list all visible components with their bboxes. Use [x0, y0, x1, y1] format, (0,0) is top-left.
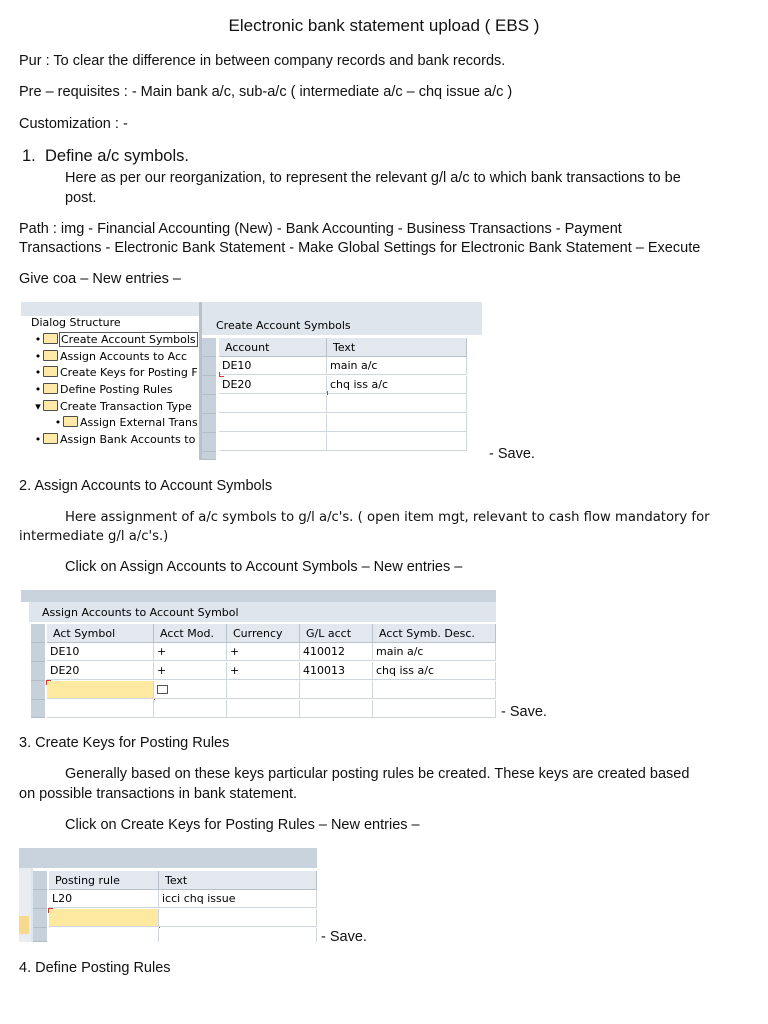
- column-header-gl-acct[interactable]: G/L acct: [300, 624, 373, 643]
- text-cell[interactable]: icci chq issue: [159, 890, 317, 908]
- folder-icon: [43, 400, 58, 411]
- tree-item-create-account-symbols[interactable]: • Create Account Symbols: [34, 333, 196, 346]
- folder-icon: [63, 416, 78, 427]
- customization-label: Customization : -: [19, 116, 128, 132]
- folder-icon: [43, 350, 58, 361]
- acct-mod-cell[interactable]: +: [154, 643, 227, 661]
- acct-symb-desc-cell[interactable]: main a/c: [373, 643, 496, 661]
- column-header-currency[interactable]: Currency: [227, 624, 300, 643]
- tree-item-create-keys[interactable]: • Create Keys for Posting F: [34, 366, 198, 379]
- path-line1: Path : img - Financial Accounting (New) - Bank Accounting - Business Transactions - Payment: [19, 221, 622, 237]
- act-symbol-input[interactable]: [47, 681, 154, 699]
- expand-triangle-icon: ▾: [35, 400, 41, 413]
- page-title: Electronic bank statement upload ( EBS ): [228, 16, 540, 35]
- step3-description-line2: on possible transactions in bank statement.: [19, 786, 298, 802]
- give-coa-text: Give coa – New entries –: [19, 271, 181, 287]
- text-cell[interactable]: chq iss a/c: [327, 376, 467, 394]
- gl-acct-cell[interactable]: 410012: [300, 643, 373, 661]
- posting-rule-keys-screenshot: [19, 848, 317, 942]
- dialog-structure-title: Dialog Structure: [31, 316, 121, 329]
- folder-icon: [43, 433, 58, 444]
- gl-acct-cell[interactable]: 410013: [300, 662, 373, 680]
- column-header-account[interactable]: Account: [219, 338, 327, 357]
- panel-title: Create Account Symbols: [216, 319, 351, 332]
- folder-open-icon: [43, 333, 58, 344]
- account-cell[interactable]: DE10: [219, 357, 327, 375]
- text-cell[interactable]: main a/c: [327, 357, 467, 375]
- currency-cell[interactable]: +: [227, 643, 300, 661]
- currency-cell[interactable]: +: [227, 662, 300, 680]
- create-account-symbols-pane: [202, 302, 482, 460]
- purpose-text: Pur : To clear the difference in between company records and bank records.: [19, 53, 506, 69]
- tree-item-create-transaction-type[interactable]: ▾ Create Transaction Type: [33, 399, 192, 415]
- tree-item-define-posting-rules[interactable]: • Define Posting Rules: [34, 383, 173, 396]
- tree-item-assign-external-trans[interactable]: • Assign External Trans: [54, 416, 198, 429]
- dialog-structure-pane: [21, 302, 202, 460]
- column-header-posting-rule[interactable]: Posting rule: [49, 871, 159, 890]
- acct-symb-desc-cell[interactable]: chq iss a/c: [373, 662, 496, 680]
- step1-description-line2: post.: [65, 190, 97, 206]
- acct-mod-cell[interactable]: +: [154, 662, 227, 680]
- save-note-1: - Save.: [489, 446, 535, 462]
- step2-heading: 2. Assign Accounts to Account Symbols: [19, 478, 273, 494]
- act-symbol-cell[interactable]: DE10: [47, 643, 154, 661]
- panel-title: Assign Accounts to Account Symbol: [42, 606, 239, 619]
- posting-rule-cell[interactable]: L20: [49, 890, 159, 908]
- column-header-text[interactable]: Text: [159, 871, 317, 890]
- tree-item-assign-bank-accounts[interactable]: • Assign Bank Accounts to: [34, 433, 196, 446]
- step1-number: 1.: [22, 147, 36, 165]
- act-symbol-cell[interactable]: DE20: [47, 662, 154, 680]
- folder-icon: [43, 383, 58, 394]
- step1-description-line1: Here as per our reorganization, to represent the relevant g/l a/c to which bank transactions to be: [65, 170, 681, 186]
- step2-description-line1: Here assignment of a/c symbols to g/l a/c's. ( open item mgt, relevant to cash flow mandatory for: [65, 510, 710, 525]
- assign-accounts-screenshot: [21, 590, 496, 718]
- acct-mod-input[interactable]: [154, 681, 227, 699]
- prerequisites-text: Pre – requisites : - Main bank a/c, sub-a/c ( intermediate a/c – chq issue a/c ): [19, 84, 513, 100]
- step1-heading: Define a/c symbols.: [45, 147, 189, 165]
- step3-heading: 3. Create Keys for Posting Rules: [19, 735, 230, 751]
- value-help-icon[interactable]: [157, 685, 168, 694]
- column-header-act-symbol[interactable]: Act Symbol: [47, 624, 154, 643]
- step2-description-line2: intermediate g/l a/c's.): [19, 529, 169, 544]
- step2-instruction: Click on Assign Accounts to Account Symbols – New entries –: [65, 559, 463, 575]
- column-header-acct-symb-desc[interactable]: Acct Symb. Desc.: [373, 624, 496, 643]
- column-header-text[interactable]: Text: [327, 338, 467, 357]
- step3-description-line1: Generally based on these keys particular posting rules be created. These keys are created based: [65, 766, 690, 782]
- account-cell[interactable]: DE20: [219, 376, 327, 394]
- path-line2: Transactions - Electronic Bank Statement - Make Global Settings for Electronic Bank Statement – Execute: [19, 240, 701, 256]
- column-header-acct-mod[interactable]: Acct Mod.: [154, 624, 227, 643]
- save-note-3: - Save.: [321, 929, 367, 945]
- tree-item-assign-accounts[interactable]: • Assign Accounts to Acc: [34, 350, 188, 363]
- step4-heading: 4. Define Posting Rules: [19, 960, 171, 976]
- posting-rule-input[interactable]: [49, 909, 159, 927]
- account-symbols-screenshot: [21, 302, 482, 460]
- step3-instruction: Click on Create Keys for Posting Rules – New entries –: [65, 817, 420, 833]
- folder-icon: [43, 366, 58, 377]
- save-note-2: - Save.: [501, 704, 547, 720]
